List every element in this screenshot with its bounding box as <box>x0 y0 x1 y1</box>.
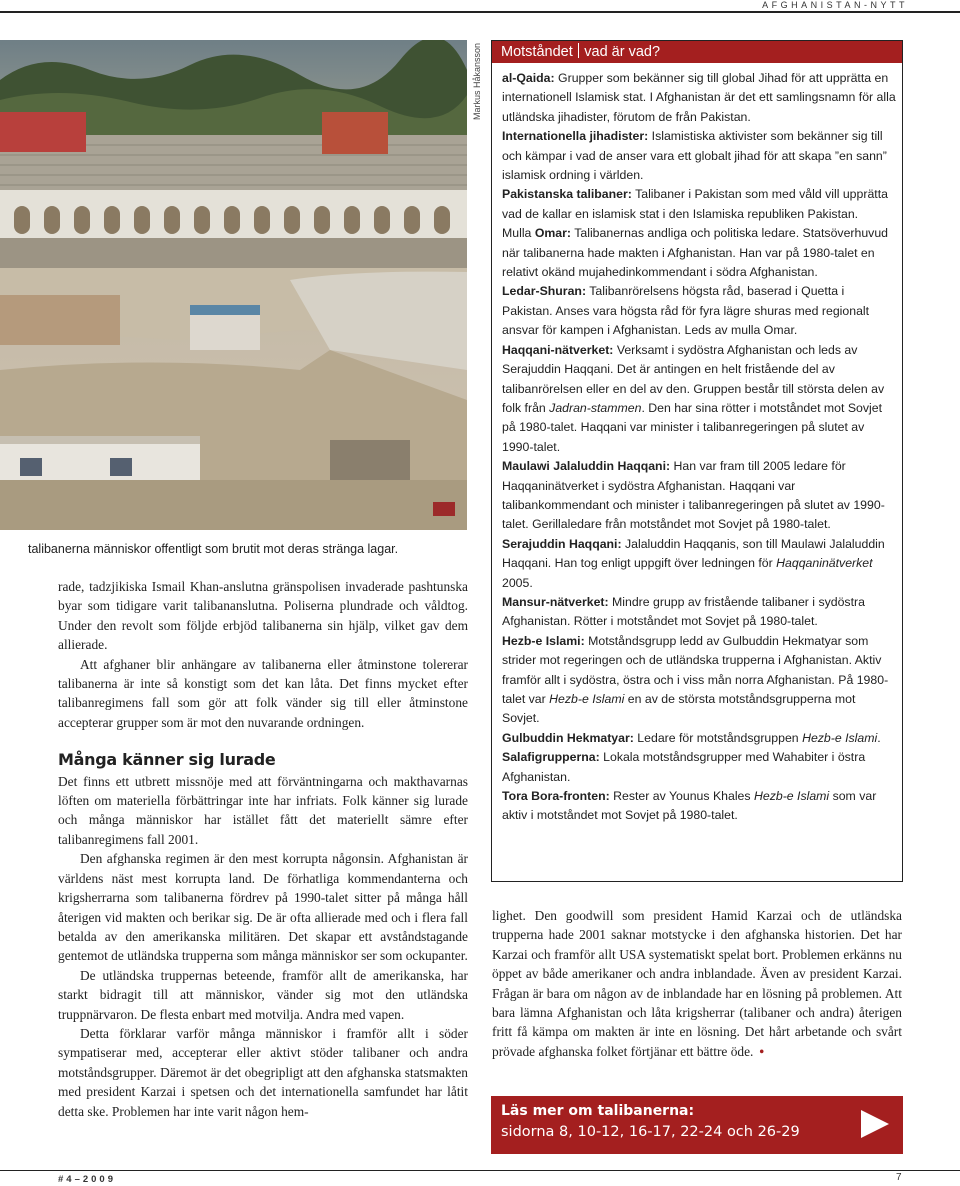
body-paragraph: Att afghaner blir anhängare av talibanerna eller åtminstone tolererar talibanerna är inte så konstigt som det kan låta. Det finns mycket efter talibanregimens fall som gör att folk vänder sig till eller åtminstone accepterar grupper som är mot den nuvarande ordningen. <box>58 656 468 730</box>
glossary-entry <box>502 282 896 340</box>
read-more-title: Läs mer om talibanerna: <box>501 1103 695 1119</box>
glossary-entry <box>502 341 896 457</box>
end-mark: • <box>759 1043 765 1059</box>
glossary-entry <box>502 224 896 282</box>
entry-text: Rester av Younus Khales <box>613 789 751 804</box>
entry-text: Islamistiska aktivister som bekänner sig till och kämpar i vad de anser vara ett globalt jihad för att skapa ”en sann” islamisk ordning i världen. <box>502 129 887 183</box>
entry-text: Motståndsgrupp ledd av Gulbuddin Hekmatyar som strider mot regeringen och de utländska trupperna i Afghanistan. Aktiv framför allt i sydöstra, östra och i viss mån norra Afghanistan. På 1980-talet var <box>502 633 889 706</box>
entry-term: Omar: <box>534 226 572 241</box>
glossary-entry <box>502 535 896 593</box>
body-paragraph <box>492 906 902 1061</box>
glossary-entry <box>502 185 896 224</box>
photo-credit: Markus Håkansson <box>472 42 482 120</box>
entry-text: Lokala motståndsgrupper med Wahabiter i östra Afghanistan. <box>502 750 866 784</box>
entry-term: Gulbuddin Hekmatyar: <box>502 730 634 745</box>
title-divider <box>578 43 580 58</box>
entry-tail: en av de största motståndsgrupperna mot Sovjet. <box>502 692 856 726</box>
entry-emphasis: Hezb-e Islami <box>753 789 830 804</box>
entry-text: Jalaluddin Haqqanis, son till Maulawi Jalaluddin Haqqani. Han tog enligt uppgift över ledningen för <box>502 536 885 571</box>
body-paragraph: Det finns ett utbrett missnöje med att förväntningarna och makthavarnas löften om materiella förbättringar inte har infriats. Folk känner sig lurade och många människor har istället fått det materiellt sämre efter talibanregimens fall 2001. <box>58 773 468 847</box>
issue-number: #4–2009 <box>58 1174 116 1185</box>
entry-prefix: Mulla <box>502 226 535 241</box>
entry-text: Ledare för motståndsgruppen <box>637 730 799 745</box>
entry-emphasis: Hezb-e Islami <box>802 730 878 745</box>
entry-emphasis: Hezb-e Islami <box>549 692 625 706</box>
entry-tail: . Den har sina rötter i motståndet mot Sovjet på 1980-talet. Haqqani var minister i talibanregeringen på slutet av 1990-talet. <box>502 400 883 454</box>
closing-text: lighet. Den goodwill som president Hamid Karzai och de utländska trupperna hade 2001 saknar motstycke i den afghanska historien. Det har Karzai och framför allt USA systematiskt spelat bort. Problemen erkänns nu öppet av både amerikaner och andra inblandade. Även av president Karzai. Frågan är bara om någon av de inblandade har en lösning på problemen. Att bara lämna Afghanistan och låta krigsherrar (talibaner och andra) återigen fritt få kämpa om makten är inte en lösning. Det hårt arbetande och svårt prövade afghanska folket förtjänar ett bättre öde. <box>492 908 902 1059</box>
entry-term: Salafigrupperna: <box>502 750 600 765</box>
entry-term: Ledar-Shuran: <box>502 284 587 299</box>
entry-term: Pakistanska talibaner: <box>502 187 632 202</box>
entry-term: Haqqani-nätverket: <box>502 342 614 357</box>
body-paragraph: Detta förklarar varför många människor i framför allt i söder sympatiserar med, accepterar eller aktivt stöder talibaner och andra motståndsgrupper. Däremot är det obegripligt att den afghanska statsmakten med president Karzai i spetsen och det internationella samfundet har låtit detta ske. Problemen har inte varit någon hem- <box>58 1025 468 1119</box>
entry-tail: som var aktiv i motståndet mot Sovjet på 1980-talet. <box>502 789 877 823</box>
glossary-box <box>491 40 903 882</box>
entry-term: al-Qaida: <box>502 71 555 85</box>
glossary-entry <box>502 632 896 729</box>
play-arrow-icon[interactable] <box>861 1110 889 1138</box>
entry-text: Talibanrörelsens högsta råd, baserad i Quetta i Pakistan. Anses vara högsta råd för fyra lägre shuras med regionalt ansvar för kampen i Afghanistan. Leds av mulla Omar. <box>502 284 870 338</box>
entry-term: Internationella jihadister: <box>502 129 649 144</box>
body-paragraph: rade, tadzjikiska Ismail Khan-anslutna gränspolisen invaderade pashtunska byar som tidigare varit talibananslutna. Poliserna plundrade och våldtog. Under den revolt som följde erbjöd talibanerna sin hjälp, vilket gav dem allierade. <box>58 579 468 653</box>
stadium-photo <box>0 40 467 530</box>
subheading: Många känner sig lurade <box>58 750 276 770</box>
entry-text: Han var fram till 2005 ledare för Haqqaninätverket i sydöstra Afghanistan. Haqqani var talibankommendant och minister i talibanregeringen på slutet av 1990-talet. Gerillaledare från motståndet mot Sovjet på 1980-talet. <box>502 459 885 532</box>
footer-rule <box>0 1170 960 1171</box>
entry-term: Hezb-e Islami: <box>502 633 585 648</box>
page-number: 7 <box>896 1172 902 1183</box>
read-more-pages: sidorna 8, 10-12, 16-17, 22-24 och 26-29 <box>501 1124 800 1140</box>
glossary-entry <box>502 127 896 185</box>
entry-emphasis: Haqqaninätverket <box>776 556 873 571</box>
right-article-column <box>492 906 902 1061</box>
glossary-entry <box>502 729 896 748</box>
entry-text: Talibaner i Pakistan som med våld vill upprätta vad de kallar en islamisk stat i den Islamiska republiken Pakistan. <box>502 187 888 221</box>
glossary-entry <box>502 748 896 787</box>
body-paragraph: De utländska truppernas beteende, framför allt de amerikanska, har starkt bidragit till att människor, vänder sig mot den utländska truppnärvaron. De flesta enbart med motvilja. Andra med vapen. <box>58 967 468 1022</box>
left-article-column <box>58 577 468 1121</box>
glossary-entries <box>492 63 902 826</box>
glossary-title <box>492 41 902 63</box>
header-rule <box>0 11 960 13</box>
entry-term: Maulawi Jalaluddin Haqqani: <box>502 459 671 474</box>
entry-text: Talibanernas andliga och politiska ledare. Statsöverhuvud när talibanerna hade makten i Afghanistan. Han var på 1980-talet en relativt okänd mujahedinkommendant i södra Afghanistan. <box>502 226 889 280</box>
glossary-entry <box>502 69 896 127</box>
photo-caption: talibanerna människor offentligt som brutit mot deras stränga lagar. <box>28 542 399 556</box>
entry-term: Tora Bora-fronten: <box>502 789 610 804</box>
entry-text: Grupper som bekänner sig till global Jihad för att upprätta en internationell Islamisk stat. I Afghanistan är det ett samlingsnamn för alla utländska jihadister, förutom de från Pakistan. <box>502 71 896 124</box>
entry-text: Verksamt i sydöstra Afghanistan och leds av Serajuddin Haqqani. Det är antingen en helt fristående del av talibanrörelsen eller en del av den. Gruppen består till största delen av folk från <box>502 342 885 415</box>
entry-tail: 2005. <box>502 575 533 590</box>
section-header: AFGHANISTAN-NYTT <box>762 0 908 10</box>
glossary-entry <box>502 457 896 535</box>
entry-emphasis: Jadran-stammen <box>549 400 642 415</box>
glossary-entry <box>502 787 896 826</box>
entry-term: Mansur-nätverket: <box>502 594 609 609</box>
glossary-title-main: Motståndet <box>501 44 573 60</box>
glossary-title-sub: vad är vad? <box>584 44 661 60</box>
entry-tail: . <box>877 730 881 745</box>
entry-term: Serajuddin Haqqani: <box>502 536 622 551</box>
entry-text: Mindre grupp av fristående talibaner i sydöstra Afghanistan. Rötter i motståndet mot Sovjet på 1980-talet. <box>502 594 865 629</box>
glossary-entry <box>502 593 896 632</box>
read-more-banner[interactable] <box>491 1096 903 1154</box>
body-paragraph: Den afghanska regimen är den mest korrupta någonsin. Afghanistan är världens näst mest korrupta land. De förhatliga kommendanterna och krigsherrarna som talibanerna fördrev på 1990-talet sitter på många håll återigen vid makten och berikar sig. De är ofta allierade med och i flera fall betalda av den amerikanska militären. Det skapar ett avståndstagande gentemot de utländska trupperna som många människor ser som ockupanter. <box>58 851 468 964</box>
